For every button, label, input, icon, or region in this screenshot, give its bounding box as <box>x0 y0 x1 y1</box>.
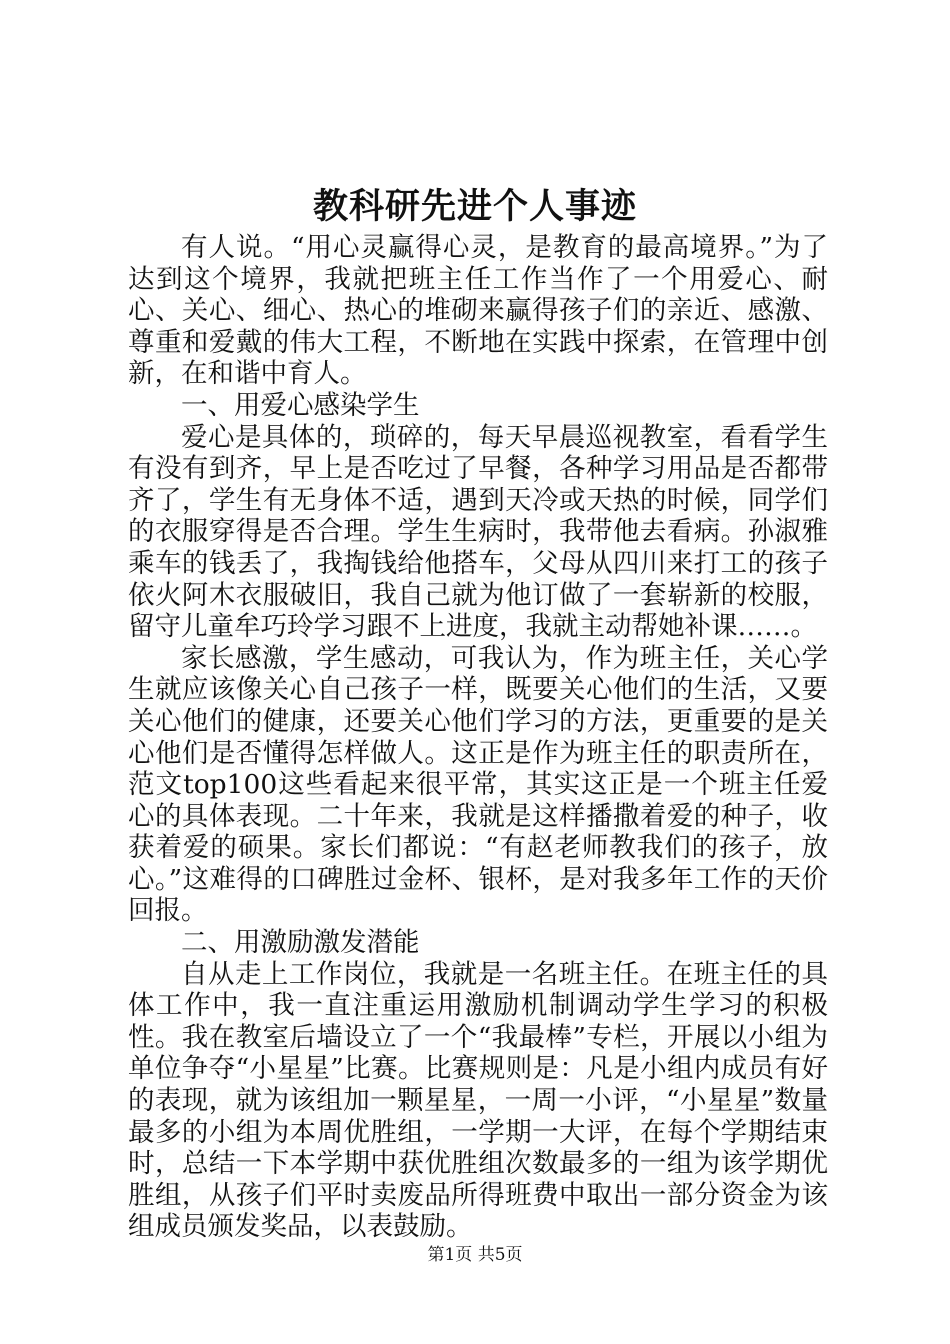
section-heading-2: 二、用激励激发潜能 <box>181 927 420 959</box>
paragraph-parents-gratitude: 家长感激，学生感动，可我认为，作为班主任，关心学生就应该像关心自己孩子一样，既要关心他们的生活，又要关心他们的健康，还要关心他们学习的方法，更重要的是关心他们是否懂得怎样做人。这正是作为班主任的职责所在，范文top100这些看起来很平常，其实这正是一个班主任爱心的具体表现。二十年来，我就是这样播撒着爱的种子，收获着爱的硕果。家长们都说：“有赵老师教我们的孩子，放心。”这难得的口碑胜过金杯、银杯，是对我多年工作的天价回报。 <box>128 642 828 927</box>
document-body <box>128 232 828 1243</box>
section-heading-1: 一、用爱心感染学生 <box>181 389 420 421</box>
document-title: 教科研先进个人事迹 <box>312 186 637 227</box>
paragraph-love-details: 爱心是具体的，琐碎的，每天早晨巡视教室，看看学生有没有到齐，早上是否吃过了早餐，各种学习用品是否都带齐了，学生有无身体不适，遇到天冷或天热的时候，同学们的衣服穿得是否合理。学生生病时，我带他去看病。孙淑雅乘车的钱丢了，我掏钱给他搭车，父母从四川来打工的孩子依火阿木衣服破旧，我自己就为他订做了一套崭新的校服，留守儿童牟巧玲学习跟不上进度，我就主动帮她补课……。 <box>128 421 828 643</box>
page-number-footer: 第1页 共5页 <box>427 1245 523 1265</box>
paragraph-intro: 有人说。“用心灵赢得心灵，是教育的最高境界。”为了达到这个境界，我就把班主任工作当作了一个用爱心、耐心、关心、细心、热心的堆砌来赢得孩子们的亲近、感激、尊重和爱戴的伟大工程，不断地在实践中探索，在管理中创新，在和谐中育人。 <box>128 232 828 390</box>
paragraph-motivation: 自从走上工作岗位，我就是一名班主任。在班主任的具体工作中，我一直注重运用激励机制调动学生学习的积极性。我在教室后墙设立了一个“我最棒”专栏，开展以小组为单位争夺“小星星”比赛。比赛规则是：凡是小组内成员有好的表现，就为该组加一颗星星，一周一小评，“小星星”数量最多的小组为本周优胜组，一学期一大评，在每个学期结束时，总结一下本学期中获优胜组次数最多的一组为该学期优胜组，从孩子们平时卖废品所得班费中取出一部分资金为该组成员颁发奖品，以表鼓励。 <box>128 958 828 1243</box>
